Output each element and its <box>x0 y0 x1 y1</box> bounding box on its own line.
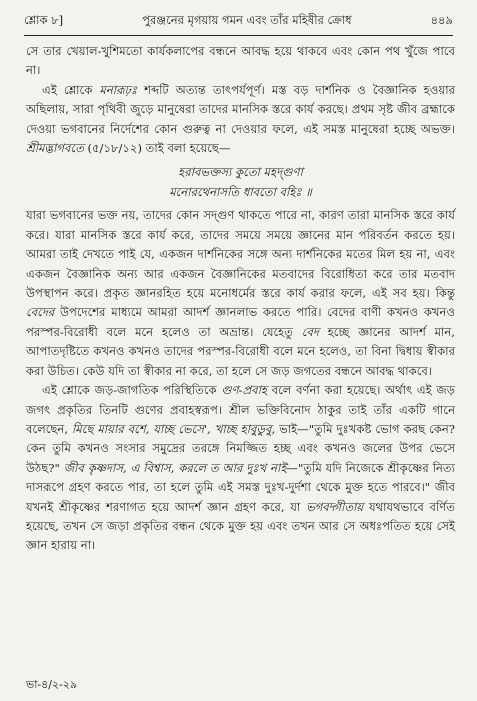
page-number: ৪৪৯ <box>430 12 453 27</box>
paragraph-1: সে তার খেয়াল-খুশিমতো কার্যকলাপের বন্ধনে আবদ্ধ হয়ে থাকবে এবং কোন পথ খুঁজে পাবে না। <box>26 44 455 78</box>
quoted-verse <box>26 162 455 202</box>
text-span: উপদেশের মাধ্যমে আমরা আদর্শ জ্ঞানলাভ করতে পারি। বেদের বাণী কখনও কখনও পরস্পর-বিরোধী বলে মনে হলেও তা অভ্রান্ত। যেহেতু <box>26 305 455 339</box>
header-divider <box>24 35 453 36</box>
text-span: ভাই—"তুমি দুঃখকষ্ট ভোগ করছ কেন? কেন তুমি কখনও সংসার সমুদ্রের তরঙ্গে নিমজ্জিত হচ্ছ এবং কখনও জলের উপর ভেসে উঠছ?" <box>26 421 455 475</box>
text-span: (৫/১৮/১২) তাই বলা হয়েছে— <box>83 141 231 156</box>
paragraph-4 <box>26 381 455 556</box>
verse-line: হরাবভক্তস্য কুতো মহদ্গুণা <box>178 165 303 180</box>
page-header <box>24 8 453 34</box>
sanskrit-term: গুণ-প্রবাহ <box>221 383 268 398</box>
text-span: হচ্ছে জ্ঞানের আদর্শ মান, আপাতদৃষ্টিতে কখনও কখনও তাদের পরস্পর-বিরোধী বলে মনে হলেও, তা বিনা দ্বিধায় স্বীকার করা উচিত। কেউ যদি তা স্বীকার না করে, তা হলে সে জড় জগতের বন্ধনে আবদ্ধ থাকবে। <box>26 324 455 378</box>
paragraph-3 <box>26 206 455 381</box>
paragraph-2 <box>26 81 455 159</box>
chapter-title: পুরঞ্জনের মৃগয়ায় গমন এবং তাঁর মহিষীর ক্রোধ <box>142 12 352 27</box>
text-span: যারা ভগবানের ভক্ত নয়, তাদের কোন সদ্‌গুণ থাকতে পারে না, কারণ তারা মানসিক স্তরে কার্য করে। যারা মানসিক স্তরে কার্য করে, তাদের সময়ে সময়ে জ্ঞানের মান পরিবর্তন করতে হয়। আমরা তাই দেখতে পাই যে, একজন দার্শনিকের সঙ্গে অন্য দার্শনিকের মতের মিল হয় না, এবং একজন বৈজ্ঞানিক অন্য আর একজন বৈজ্ঞানিকের মতবাদের বিরোধিতা করে তার মতবাদ উপস্থাপন করে। প্রকৃত জ্ঞানরহিত হয়ে মনোধর্মের স্তরে কার্য করার ফলে, এই সব হয়। কিন্তু <box>26 208 455 301</box>
text-span: শব্দটি অত্যন্ত তাৎপর্যপূর্ণ। মস্ত বড় দার্শনিক ও বৈজ্ঞানিক হওয়ার অছিলায়, সারা পৃথিবী জুড়ে মানুষেরা তাদের মানসিক স্তরে কার্য করছে। প্রথম সৃষ্ট জীব ব্রহ্মাকে দেওয়া ভগবানের নির্দেশের কোন গুরুত্ব না দেওয়ার ফলে, এই সমস্ত মানুষেরা হচ্ছে অভক্ত। <box>26 82 455 136</box>
text-span: এই শ্লোকে জড়-জাগতিক পরিস্থিতিকে <box>42 383 222 398</box>
book-title: শ্রীমদ্ভাগবতে <box>26 141 84 156</box>
page-body <box>26 42 455 556</box>
song-quote: জীব কৃষ্ণদাস, এ বিশ্বাস, করলে ত আর দুঃখ নাই <box>63 460 287 475</box>
book-title: ভগবদ্গীতায় <box>306 499 364 514</box>
sanskrit-term: মনারূঢ়ঃ <box>99 82 138 97</box>
verse-line: মনোরথেনাসতি ধাবতো বহিঃ ॥ <box>169 185 312 200</box>
signature-mark: ভা-৪/২-২৯ <box>26 678 78 691</box>
emphasis: বেদ <box>301 324 319 339</box>
text-span: বলে বর্ণনা করা হয়েছে। অর্থাৎ এই জড় জগৎ প্রকৃতির তিনটি গুণের প্রবাহস্বরূপ। শ্রীল ভক্তিবিনোদ ঠাকুর তাই তাঁর একটি গানে বলেছেন, <box>26 383 455 436</box>
text-span: এই শ্লোকে <box>42 82 100 97</box>
text-span: —"তুমি যদি নিজেকে শ্রীকৃষ্ণের নিত্য দাসরূপে গ্রহণ করতে পার, তা হলে তুমি এই সমস্ত দুঃখ-দুর্দশা থেকে মুক্ত হতে পারবে।" জীব যখনই শ্রীকৃষ্ণের শরণাগত হয়ে আদর্শ জ্ঞান গ্রহণ করে, যা <box>26 460 455 514</box>
verse-reference: শ্লোক ৮] <box>24 12 64 27</box>
text-span: যথাযথভাবে বর্ণিত হয়েছে, তখন সে জড়া প্রকৃতির বন্ধন থেকে মুক্ত হয় এবং তখন আর সে অধঃপতিত হয়ে সেই জ্ঞান হারায় না। <box>26 499 455 553</box>
emphasis: বেদের <box>26 305 55 320</box>
song-quote: মিছে মায়ার বশে, যাচ্ছ ভেসে', খাচ্ছ হাবুডুবু, <box>71 421 276 436</box>
